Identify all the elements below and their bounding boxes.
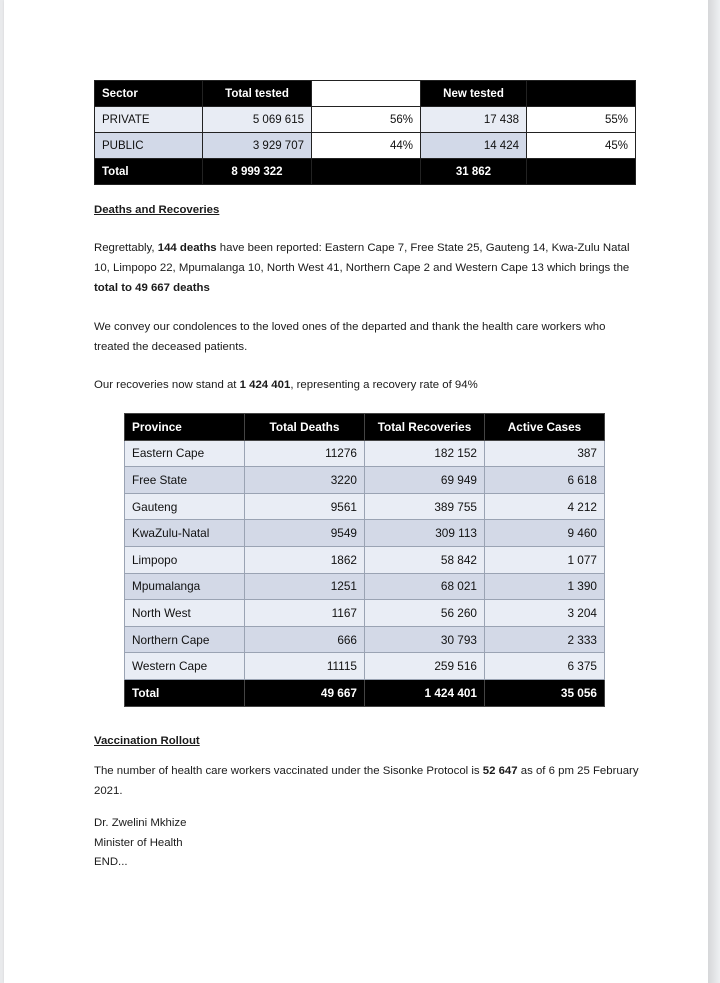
active-cases-cell: 3 204 xyxy=(485,600,605,627)
deaths-text-1: Regrettably, xyxy=(94,242,158,254)
header-total-deaths: Total Deaths xyxy=(245,414,365,441)
header-total-tested: Total tested xyxy=(203,81,312,107)
vaccinated-count: 52 647 xyxy=(482,765,518,777)
recoveries-text-2: , representing a recovery rate of 94% xyxy=(290,379,478,391)
deaths-cell: 666 xyxy=(245,626,365,653)
deaths-cell: 1862 xyxy=(245,546,365,573)
signature-title: Minister of Health xyxy=(94,837,183,849)
recoveries-cell: 58 842 xyxy=(365,546,485,573)
deaths-count: 144 deaths xyxy=(157,242,217,254)
header-active-cases: Active Cases xyxy=(485,414,605,441)
recoveries-cell: 68 021 xyxy=(365,573,485,600)
active-cases-cell: 387 xyxy=(485,440,605,467)
header-total-recoveries: Total Recoveries xyxy=(365,414,485,441)
table-row xyxy=(125,493,605,520)
deaths-cell: 11115 xyxy=(245,653,365,680)
province-cell: Limpopo xyxy=(125,546,245,573)
province-cell: North West xyxy=(125,600,245,627)
province-table xyxy=(124,413,605,707)
total-pct-cell: 56% xyxy=(312,107,421,133)
testing-table-header xyxy=(95,81,636,107)
table-row xyxy=(125,573,605,600)
active-cases-cell: 6 375 xyxy=(485,653,605,680)
deaths-cell: 1251 xyxy=(245,573,365,600)
province-total-row xyxy=(125,679,605,706)
deaths-paragraph xyxy=(94,238,639,298)
table-row xyxy=(95,107,636,133)
province-cell: Western Cape xyxy=(125,653,245,680)
recoveries-cell: 259 516 xyxy=(365,653,485,680)
recoveries-count: 1 424 401 xyxy=(239,379,291,391)
header-province: Province xyxy=(125,414,245,441)
recoveries-paragraph xyxy=(94,375,639,395)
testing-table xyxy=(94,80,636,185)
province-total-active: 35 056 xyxy=(485,679,605,706)
testing-total-row xyxy=(95,159,636,185)
recoveries-cell: 69 949 xyxy=(365,467,485,494)
province-cell: Eastern Cape xyxy=(125,440,245,467)
total-tested-cell: 3 929 707 xyxy=(203,133,312,159)
active-cases-cell: 6 618 xyxy=(485,467,605,494)
total-blank-2 xyxy=(527,159,636,185)
province-cell: Gauteng xyxy=(125,493,245,520)
page-edge-shadow xyxy=(708,0,720,983)
vaccination-text-2: as of 6 pm 25 February 2021. xyxy=(94,765,639,797)
province-table-body xyxy=(125,440,605,679)
table-row xyxy=(125,626,605,653)
new-tested-sum: 31 862 xyxy=(421,159,527,185)
deaths-cell: 9549 xyxy=(245,520,365,547)
province-table-header xyxy=(125,414,605,441)
header-sector: Sector xyxy=(95,81,203,107)
total-tested-sum: 8 999 322 xyxy=(203,159,312,185)
table-row xyxy=(125,546,605,573)
deaths-cell: 1167 xyxy=(245,600,365,627)
deaths-total: total to 49 667 deaths xyxy=(94,282,210,294)
header-blank-1 xyxy=(312,81,421,107)
sector-cell: PUBLIC xyxy=(95,133,203,159)
active-cases-cell: 2 333 xyxy=(485,626,605,653)
recoveries-cell: 389 755 xyxy=(365,493,485,520)
deaths-cell: 9561 xyxy=(245,493,365,520)
new-pct-cell: 55% xyxy=(527,107,636,133)
recoveries-cell: 30 793 xyxy=(365,626,485,653)
header-new-tested: New tested xyxy=(421,81,527,107)
vaccination-heading: Vaccination Rollout xyxy=(94,735,200,747)
total-pct-cell: 44% xyxy=(312,133,421,159)
province-total-label: Total xyxy=(125,679,245,706)
deaths-cell: 11276 xyxy=(245,440,365,467)
active-cases-cell: 1 390 xyxy=(485,573,605,600)
total-label: Total xyxy=(95,159,203,185)
recoveries-cell: 309 113 xyxy=(365,520,485,547)
signature-name: Dr. Zwelini Mkhize xyxy=(94,817,187,829)
province-total-deaths: 49 667 xyxy=(245,679,365,706)
end-marker: END... xyxy=(94,856,128,868)
active-cases-cell: 4 212 xyxy=(485,493,605,520)
active-cases-cell: 9 460 xyxy=(485,520,605,547)
total-blank-1 xyxy=(312,159,421,185)
table-row xyxy=(125,653,605,680)
province-cell: Free State xyxy=(125,467,245,494)
sector-cell: PRIVATE xyxy=(95,107,203,133)
province-cell: Northern Cape xyxy=(125,626,245,653)
province-cell: KwaZulu-Natal xyxy=(125,520,245,547)
new-tested-cell: 14 424 xyxy=(421,133,527,159)
table-row xyxy=(125,440,605,467)
vaccination-paragraph xyxy=(94,761,639,801)
table-row xyxy=(125,520,605,547)
province-cell: Mpumalanga xyxy=(125,573,245,600)
active-cases-cell: 1 077 xyxy=(485,546,605,573)
new-tested-cell: 17 438 xyxy=(421,107,527,133)
recoveries-cell: 56 260 xyxy=(365,600,485,627)
table-row xyxy=(125,600,605,627)
new-pct-cell: 45% xyxy=(527,133,636,159)
table-row xyxy=(95,133,636,159)
recoveries-cell: 182 152 xyxy=(365,440,485,467)
deaths-heading: Deaths and Recoveries xyxy=(94,204,220,216)
condolences-paragraph: We convey our condolences to the loved ones of the departed and thank the health care workers who treated the deceased patients. xyxy=(94,321,606,353)
document-page xyxy=(4,0,708,983)
total-tested-cell: 5 069 615 xyxy=(203,107,312,133)
recoveries-text-1: Our recoveries now stand at xyxy=(94,379,240,391)
table-row xyxy=(125,467,605,494)
vaccination-text-1: The number of health care workers vaccinated under the Sisonke Protocol is xyxy=(94,765,483,777)
deaths-text-2: have been reported: Eastern Cape 7, Free State 25, Gauteng 14, Kwa-Zulu Natal 10, Limpopo 22, Mpumalanga 10, North West 41, Northern Cape 2 and Western Cape 13 which brings the xyxy=(94,242,630,274)
province-total-recoveries: 1 424 401 xyxy=(365,679,485,706)
header-blank-2 xyxy=(527,81,636,107)
deaths-cell: 3220 xyxy=(245,467,365,494)
